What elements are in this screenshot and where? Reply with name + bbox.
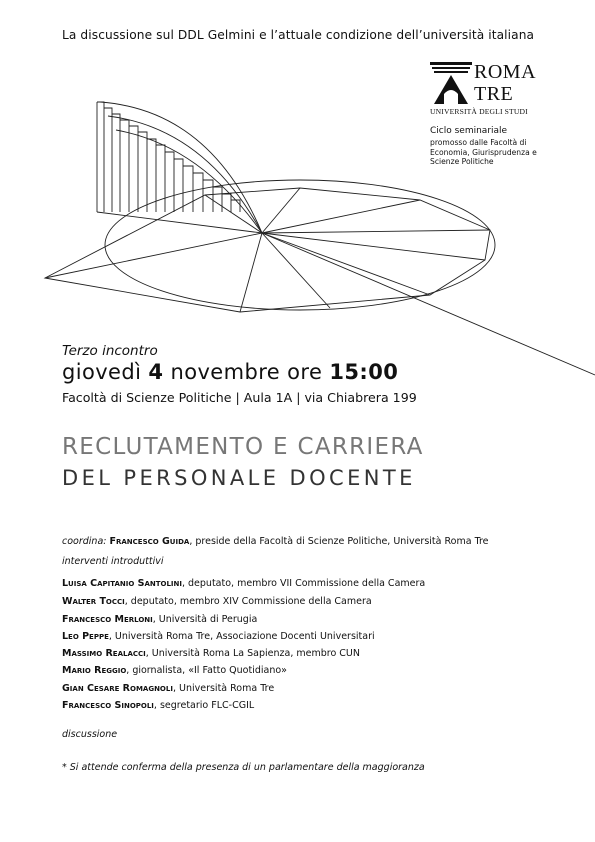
logo-roma: ROMA (474, 61, 537, 83)
event-title-line1: RECLUTAMENTO E CARRIERA (62, 434, 424, 460)
speaker-line (62, 683, 274, 694)
coordinator-role: , preside della Facoltà di Scienze Politiche, Università Roma Tre (189, 536, 489, 547)
event-time: 15:00 (329, 360, 399, 384)
event-date (62, 360, 398, 384)
speaker-name: Gian Cesare Romagnoli (62, 683, 173, 694)
footnote: * Si attende conferma della presenza di un parlamentare della maggioranza (62, 762, 425, 773)
speaker-role: , deputato, membro VII Commissione della Camera (181, 578, 426, 589)
speaker-name: Francesco Sinopoli (62, 700, 154, 711)
meeting-label: Terzo incontro (62, 343, 158, 359)
seminar-description: promosso dalle Facoltà di Economia, Giurisprudenza e Scienze Politiche (430, 138, 537, 167)
interventions-label: interventi introduttivi (62, 556, 164, 567)
speaker-role: , giornalista, «Il Fatto Quotidiano» (126, 665, 287, 676)
speaker-line (62, 631, 375, 642)
speaker-name: Mario Reggio (62, 665, 127, 676)
logo-tre: TRE (474, 83, 514, 105)
speaker-role: , segretario FLC-CGIL (153, 700, 255, 711)
speaker-role: , Università di Perugia (152, 614, 258, 625)
event-month-prefix: novembre ore (170, 360, 323, 384)
speaker-name: Leo Peppe (62, 631, 109, 642)
speaker-line (62, 614, 257, 625)
logo-subtitle: UNIVERSITÀ DEGLI STUDI (430, 107, 528, 116)
coordinator-label: coordina: (62, 536, 107, 547)
event-weekday: giovedì (62, 360, 142, 384)
speaker-role: , Università Roma Tre (172, 683, 275, 694)
speaker-line (62, 648, 360, 659)
speaker-name: Massimo Realacci (62, 648, 146, 659)
speaker-role: , Università Roma Tre, Associazione Docenti Universitari (108, 631, 375, 642)
speaker-name: Walter Tocci (62, 596, 125, 607)
event-location: Facoltà di Scienze Politiche | Aula 1A | via Chiabrera 199 (62, 390, 417, 405)
speaker-line (62, 578, 425, 589)
speaker-line (62, 665, 287, 676)
header-text: La discussione sul DDL Gelmini e l’attuale condizione dell’università italiana (62, 28, 535, 42)
coordinator-line (62, 536, 489, 547)
amphitheater-drawing (0, 90, 595, 380)
discussion-label: discussione (62, 729, 118, 740)
speaker-name: Luisa Capitanio Santolini (62, 578, 182, 589)
speaker-name: Francesco Merloni (62, 614, 153, 625)
speaker-role: , Università Roma La Sapienza, membro CUN (145, 648, 360, 659)
seminar-title: Ciclo seminariale (430, 126, 508, 136)
coordinator-name: Francesco Guida (109, 536, 190, 547)
speaker-line (62, 700, 254, 711)
event-day: 4 (148, 360, 164, 384)
speaker-line (62, 596, 372, 607)
speaker-role: , deputato, membro XIV Commissione della Camera (124, 596, 372, 607)
event-title-line2: DEL PERSONALE DOCENTE (62, 466, 416, 490)
